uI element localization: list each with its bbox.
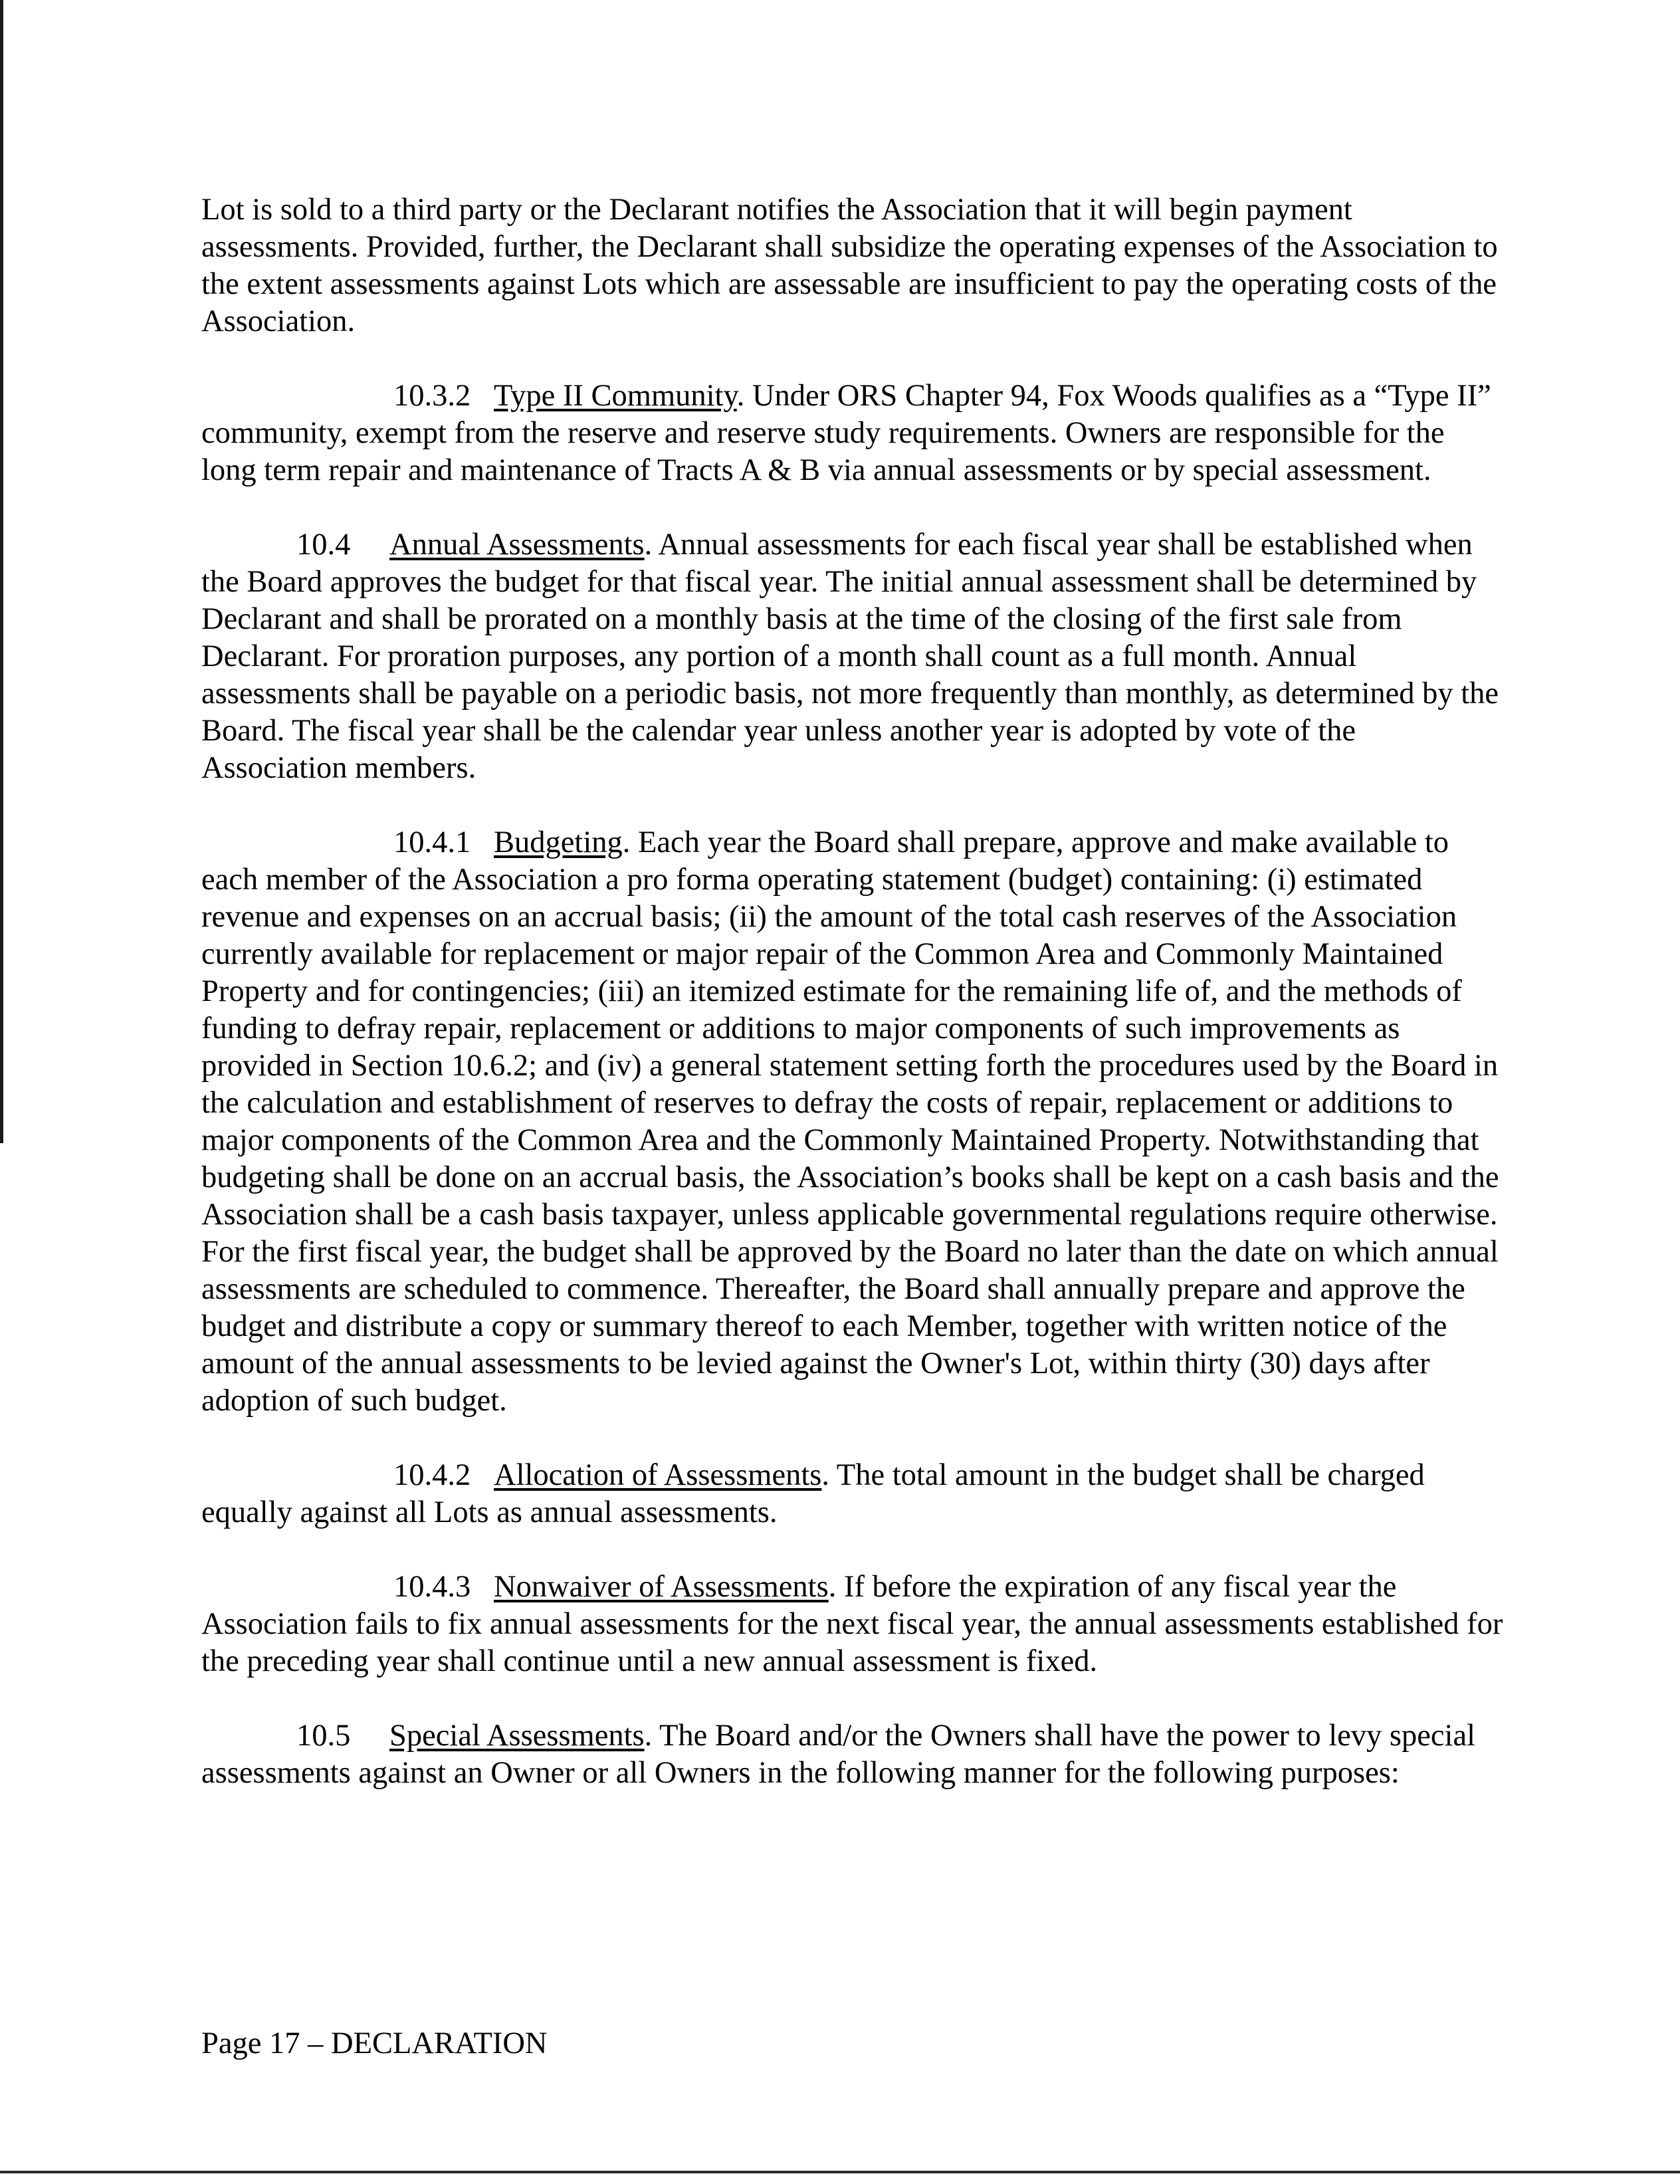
document-body <box>201 191 1504 1829</box>
paragraph-text: Lot is sold to a third party or the Declarant notifies the Association that it will begin payment assessments. Provided, further, the Declarant shall subsidize the operating expenses of the Association to the extent assessments against Lots which are assessable are insufficient to pay the operating costs of the Association. <box>201 193 1498 338</box>
section-text: . The total amount in the budget shall be charged equally against all Lots as annual assessments. <box>201 1458 1425 1529</box>
section-text: . Under ORS Chapter 94, Fox Woods qualifies as a “Type II” community, exempt from the reserve and reserve study requirements. Owners are responsible for the long term repair and maintenance of Tracts A & B via annual assessments or by special assessment. <box>201 379 1491 487</box>
section-number: 10.4.3 <box>393 1570 471 1604</box>
section-number: 10.4.2 <box>393 1458 471 1492</box>
section-heading: Budgeting <box>494 825 623 859</box>
section-number: 10.5 <box>296 1719 351 1753</box>
section-heading: Type II Community <box>494 379 737 413</box>
scan-left-edge <box>0 0 3 1143</box>
page-footer: Page 17 – DECLARATION <box>201 2026 548 2060</box>
section-heading: Nonwaiver of Assessments <box>494 1570 829 1604</box>
paragraph-continuation <box>201 191 1504 340</box>
section-10-3-2 <box>201 378 1504 489</box>
section-text: . The Board and/or the Owners shall have the power to levy special assessments against an Owner or all Owners in the following manner for the following purposes: <box>201 1719 1476 1790</box>
section-10-4 <box>201 526 1504 787</box>
section-10-4-3 <box>201 1569 1504 1680</box>
section-10-4-1 <box>201 824 1504 1420</box>
section-heading: Allocation of Assessments <box>494 1458 822 1492</box>
section-text: . Each year the Board shall prepare, approve and make available to each member of the Association a pro forma operating statement (budget) containing: (i) estimated revenue and expenses on an accrual basis; (ii) the amount of the total cash reserves of the Association currently available for replacement or major repair of the Common Area and Commonly Maintained Property and for contingencies; (iii) an itemized estimate for the remaining life of, and the methods of funding to defray repair, replacement or additions to major components of such improvements as provided in Section 10.6.2; and (iv) a general statement setting forth the procedures used by the Board in the calculation and establishment of reserves to defray the costs of repair, replacement or additions to major components of the Common Area and the Commonly Maintained Property. Notwithstanding that budgeting shall be done on an accrual basis, the Association’s books shall be kept on a cash basis and the Association shall be a cash basis taxpayer, unless applicable governmental regulations require otherwise. For the first fiscal year, the budget shall be approved by the Board no later than the date on which annual assessments are scheduled to commence. Thereafter, the Board shall annually prepare and approve the budget and distribute a copy or summary thereof to each Member, together with written notice of the amount of the annual assessments to be levied against the Owner's Lot, within thirty (30) days after adoption of such budget. <box>201 825 1499 1418</box>
section-heading: Special Assessments <box>389 1719 645 1753</box>
section-10-5 <box>201 1717 1504 1792</box>
section-text: . Annual assessments for each fiscal year shall be established when the Board approves the budget for that fiscal year. The initial annual assessment shall be determined by Declarant and shall be prorated on a monthly basis at the time of the closing of the first sale from Declarant. For proration purposes, any portion of a month shall count as a full month. Annual assessments shall be payable on a periodic basis, not more frequently than monthly, as determined by the Board. The fiscal year shall be the calendar year unless another year is adopted by vote of the Association members. <box>201 528 1499 785</box>
section-text: . If before the expiration of any fiscal year the Association fails to fix annual assessments for the next fiscal year, the annual assessments established for the preceding year shall continue until a new annual assessment is fixed. <box>201 1570 1503 1678</box>
section-number: 10.4.1 <box>393 825 471 859</box>
section-10-4-2 <box>201 1457 1504 1531</box>
section-number: 10.4 <box>296 528 351 562</box>
section-heading: Annual Assessments <box>389 528 645 562</box>
section-number: 10.3.2 <box>393 379 471 413</box>
scan-bottom-edge <box>0 2171 1680 2173</box>
